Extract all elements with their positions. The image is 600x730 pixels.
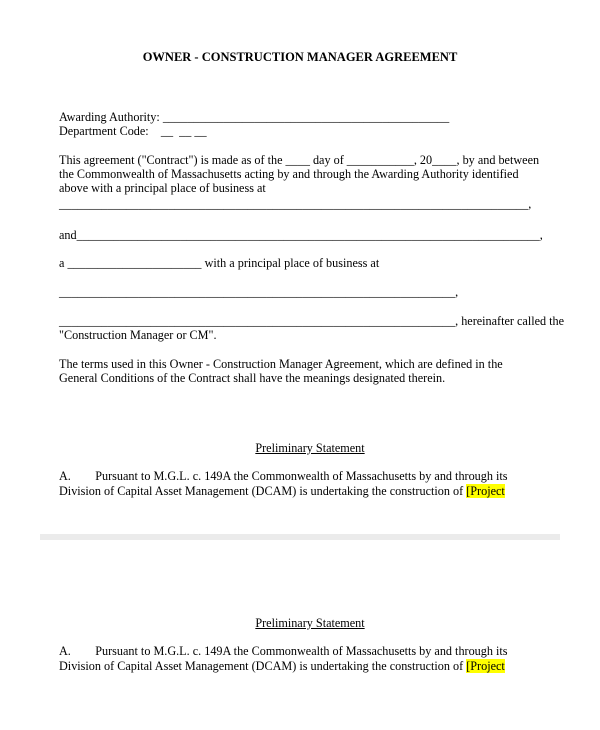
- section-paragraph-line: [59, 659, 505, 673]
- agreement-paragraph-line: the Commonwealth of Massachusetts acting by and through the Awarding Authority identified: [59, 167, 519, 181]
- terms-paragraph-line: General Conditions of the Contract shall have the meanings designated therein.: [59, 371, 446, 385]
- highlighted-placeholder: [Project: [466, 659, 505, 673]
- page-divider: [40, 534, 560, 540]
- and-party-line: and____________________________________________________________________________,: [59, 228, 543, 242]
- blank-address-line: _________________________________________________________________,: [59, 285, 459, 299]
- section-heading: Preliminary Statement: [255, 441, 365, 455]
- terms-paragraph-line: The terms used in this Owner - Construction Manager Agreement, which are defined in the: [59, 357, 503, 371]
- highlighted-placeholder: [Project: [466, 484, 505, 498]
- awarding-authority-field: Awarding Authority: _______________________________________________: [59, 110, 450, 124]
- agreement-paragraph-line: above with a principal place of business at: [59, 181, 266, 195]
- section-paragraph-text: Division of Capital Asset Management (DCAM) is undertaking the construction of: [59, 484, 467, 498]
- section-paragraph-line: [59, 484, 505, 498]
- agreement-paragraph-line: _____________________________________________________________________________,: [59, 197, 532, 211]
- hereinafter-line: "Construction Manager or CM".: [59, 328, 217, 342]
- section-heading: Preliminary Statement: [255, 616, 365, 630]
- hereinafter-line: _________________________________________________________________, hereinafter called the: [59, 314, 565, 328]
- section-paragraph-text: Division of Capital Asset Management (DCAM) is undertaking the construction of: [59, 659, 467, 673]
- section-paragraph-line: A. Pursuant to M.G.L. c. 149A the Commonwealth of Massachusetts by and through its: [59, 469, 508, 483]
- department-code-field: Department Code: __ __ __: [59, 124, 207, 138]
- document-title: OWNER - CONSTRUCTION MANAGER AGREEMENT: [142, 50, 458, 64]
- agreement-paragraph-line: This agreement ("Contract") is made as of the ____ day of ___________, 20____, by and between: [59, 153, 540, 167]
- principal-place-line: a ______________________ with a principal place of business at: [59, 256, 380, 270]
- section-paragraph-line: A. Pursuant to M.G.L. c. 149A the Commonwealth of Massachusetts by and through its: [59, 644, 508, 658]
